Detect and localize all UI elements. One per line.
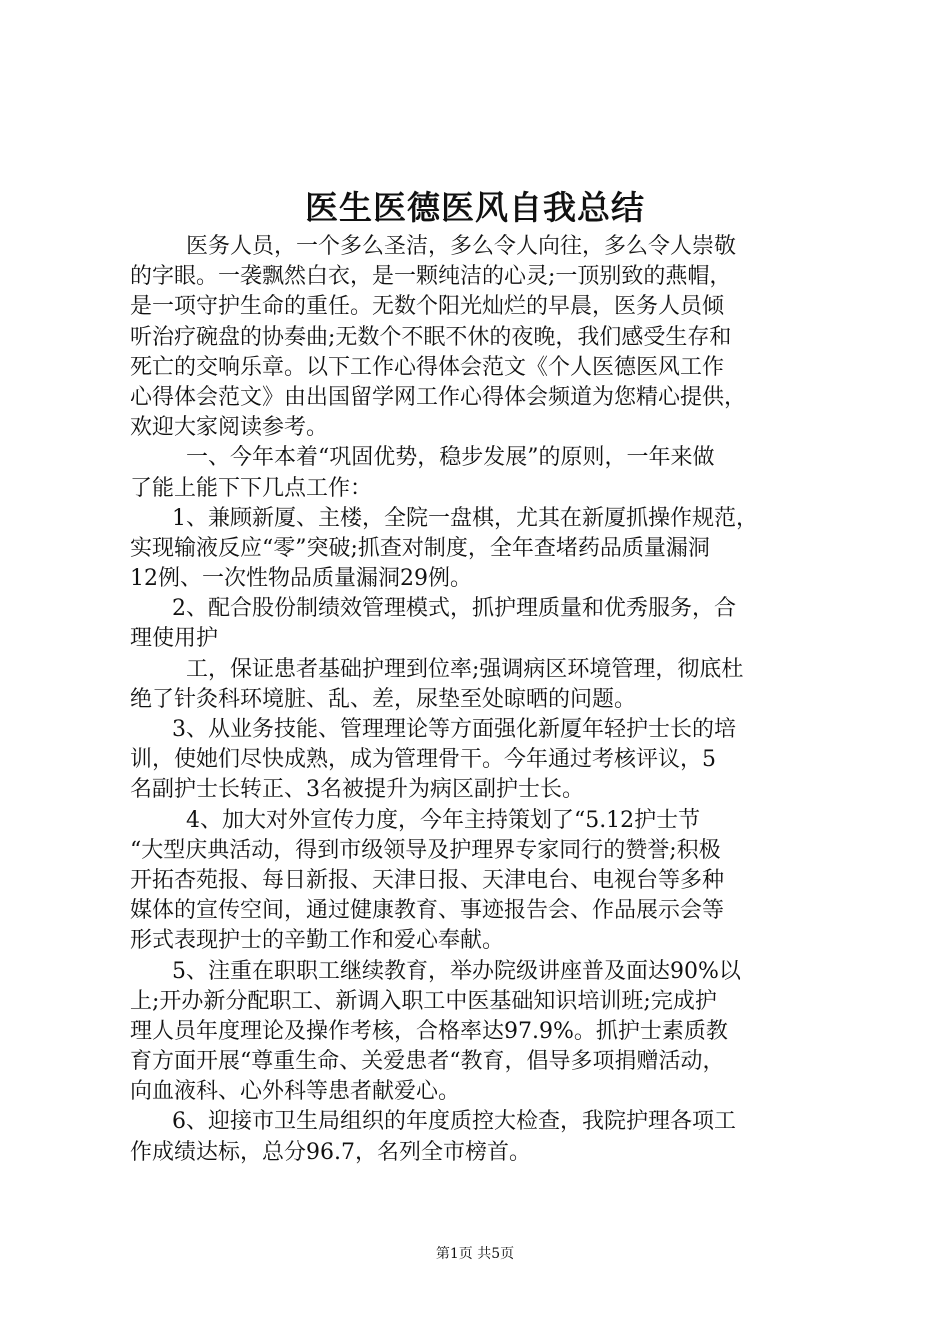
- body-line: 育方面开展“尊重生命、关爱患者“教育，倡导多项捐赠活动，: [130, 1049, 725, 1075]
- body-line: 开拓杏苑报、每日新报、天津日报、天津电台、电视台等多种: [130, 867, 725, 893]
- body-line: 5、注重在职职工继续教育，举办院级讲座普及面达90%以: [130, 958, 741, 984]
- body-line: 是一项守护生命的重任。无数个阳光灿烂的早晨，医务人员倾: [130, 294, 725, 320]
- body-line: 3、从业务技能、管理理论等方面强化新厦年轻护士长的培: [130, 717, 736, 742]
- body-line: 听治疗碗盘的协奏曲;无数个不眠不休的夜晚，我们感受生存和: [130, 324, 732, 350]
- document-body: [130, 232, 830, 1168]
- body-line: 理人员年度理论及操作考核，合格率达97.9%。抓护士素质教: [130, 1018, 728, 1044]
- body-line: 形式表现护士的辛勤工作和爱心奉献。: [130, 928, 505, 954]
- body-line: 医务人员，一个多么圣洁，多么令人向往，多么令人崇敬: [130, 234, 736, 259]
- body-line: 训，使她们尽快成熟，成为管理骨干。今年通过考核评议，5: [130, 747, 716, 773]
- body-line: 作成绩达标，总分96.7，名列全市榜首。: [130, 1139, 531, 1165]
- body-line: 上;开办新分配职工、新调入职工中医基础知识培训班;完成护: [130, 988, 717, 1014]
- body-line: 名副护士长转正、3名被提升为病区副护士长。: [130, 777, 584, 803]
- body-line: 欢迎大家阅读参考。: [130, 415, 329, 441]
- body-line: 实现输液反应“零”突破;抓查对制度，全年查堵药品质量漏洞: [130, 535, 710, 561]
- body-line: 向血液科、心外科等患者献爱心。: [130, 1079, 461, 1105]
- body-line: 6、迎接市卫生局组织的年度质控大检查，我院护理各项工: [130, 1109, 736, 1135]
- body-line: 绝了针灸科环境脏、乱、差，尿垫至处晾晒的问题。: [130, 686, 637, 712]
- body-line: 理使用护: [130, 626, 219, 652]
- page-number: 第1页 共5页: [435, 1246, 515, 1262]
- body-line: 12例、一次性物品质量漏洞29例。: [130, 566, 472, 592]
- body-line: 4、加大对外宣传力度，今年主持策划了“5.12护士节: [130, 807, 701, 833]
- body-line: 心得体会范文》由出国留学网工作心得体会频道为您精心提供，: [130, 384, 747, 410]
- body-line: 2、配合股份制绩效管理模式，抓护理质量和优秀服务，合: [130, 596, 736, 622]
- body-line: “大型庆典活动，得到市级领导及护理界专家同行的赞誉;积极: [130, 837, 721, 863]
- body-line: 1、兼顾新厦、主楼，全院一盘棋，尤其在新厦抓操作规范，: [130, 505, 758, 531]
- body-line: 死亡的交响乐章。以下工作心得体会范文《个人医德医风工作: [130, 354, 725, 380]
- body-line: 工，保证患者基础护理到位率;强调病区环境管理，彻底杜: [130, 656, 744, 682]
- body-line: 的字眼。一袭飘然白衣，是一颗纯洁的心灵;一顶别致的燕帽，: [130, 264, 732, 290]
- document-title: 医生医德医风自我总结: [305, 188, 645, 227]
- body-line: 一、今年本着“巩固优势，稳步发展”的原则，一年来做: [130, 445, 715, 471]
- body-line: 了能上能下下几点工作：: [130, 475, 373, 501]
- body-line: 媒体的宣传空间，通过健康教育、事迹报告会、作品展示会等: [130, 898, 725, 924]
